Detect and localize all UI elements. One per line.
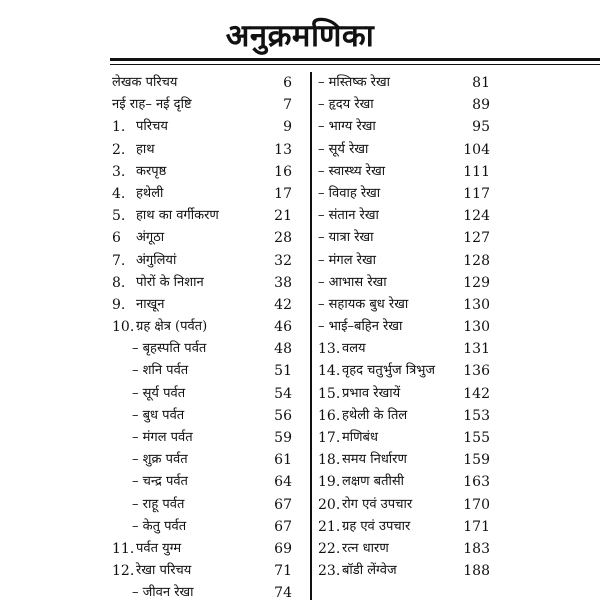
entry-title: – चन्द्र पर्वत xyxy=(132,474,188,490)
entry-number: 3. xyxy=(112,163,126,180)
toc-entry xyxy=(112,383,292,405)
toc-entry xyxy=(318,183,490,205)
entry-page-number: 163 xyxy=(463,474,490,491)
entry-number: 13. xyxy=(318,341,341,358)
entry-title: रत्न धारण xyxy=(342,540,389,556)
entry-page-number: 111 xyxy=(463,163,490,180)
toc-entry xyxy=(112,449,292,471)
entry-page-number: 89 xyxy=(472,97,490,114)
entry-page-number: 69 xyxy=(274,540,292,557)
entry-title: रोग एवं उपचार xyxy=(342,496,413,512)
toc-entry xyxy=(112,427,292,449)
toc-entry xyxy=(112,494,292,516)
toc-entry xyxy=(318,316,490,338)
entry-page-number: 67 xyxy=(274,518,292,535)
entry-title: – संतान रेखा xyxy=(318,208,379,224)
entry-page-number: 124 xyxy=(463,208,490,225)
toc-entry xyxy=(112,360,292,382)
entry-page-number: 153 xyxy=(463,407,490,424)
toc-entry xyxy=(112,227,292,249)
toc-entry xyxy=(112,582,292,604)
entry-title: समय निर्धारण xyxy=(342,452,407,468)
toc-entry xyxy=(318,449,490,471)
entry-title: वलय xyxy=(342,341,366,357)
entry-number: 10. xyxy=(112,319,135,336)
entry-title: ग्रह क्षेत्र (पर्वत) xyxy=(136,319,208,335)
entry-page-number: 54 xyxy=(274,385,292,402)
entry-page-number: 46 xyxy=(274,319,292,336)
entry-page-number: 6 xyxy=(283,75,292,91)
entry-title: – केतु पर्वत xyxy=(132,518,187,534)
toc-left-column xyxy=(112,72,292,605)
entry-number: 8. xyxy=(112,274,126,291)
toc-entry xyxy=(318,227,490,249)
entry-page-number: 95 xyxy=(472,119,490,136)
entry-page-number: 183 xyxy=(463,540,490,557)
entry-page-number: 142 xyxy=(463,385,490,402)
entry-title: लेखक परिचय xyxy=(112,75,178,90)
toc-entry xyxy=(112,94,292,116)
toc-entry xyxy=(112,516,292,538)
entry-title: – विवाह रेखा xyxy=(318,185,381,201)
entry-page-number: 67 xyxy=(274,496,292,513)
entry-number: 21. xyxy=(318,518,341,535)
entry-page-number: 21 xyxy=(274,208,292,225)
entry-page-number: 51 xyxy=(274,363,292,380)
entry-title: – राहू पर्वत xyxy=(132,496,185,512)
entry-page-number: 171 xyxy=(463,518,490,535)
entry-number: 7. xyxy=(112,252,126,269)
title-rule-thin xyxy=(110,64,600,65)
entry-title: – बृहस्पति पर्वत xyxy=(132,341,207,357)
entry-number: 9. xyxy=(112,296,126,313)
entry-number: 11. xyxy=(112,540,135,557)
entry-page-number: 28 xyxy=(274,230,292,247)
entry-title: बॉडी लेंग्वेज xyxy=(342,563,397,579)
toc-entry xyxy=(112,161,292,183)
entry-title: नाखून xyxy=(136,296,165,312)
entry-title: – मस्तिष्क रेखा xyxy=(318,75,391,90)
toc-entry xyxy=(112,560,292,582)
toc-entry xyxy=(318,161,490,183)
entry-title: – सूर्य पर्वत xyxy=(132,385,186,401)
toc-entry xyxy=(318,560,490,582)
entry-page-number: 127 xyxy=(463,230,490,247)
entry-title: करपृष्ठ xyxy=(136,163,167,179)
entry-page-number: 61 xyxy=(274,452,292,469)
entry-title: अंगुलियां xyxy=(136,252,177,268)
toc-entry xyxy=(318,494,490,516)
toc-entry xyxy=(112,183,292,205)
entry-number: 4. xyxy=(112,185,126,202)
toc-entry xyxy=(112,72,292,94)
toc-entry xyxy=(112,250,292,272)
entry-page-number: 130 xyxy=(463,296,490,313)
toc-entry xyxy=(318,383,490,405)
toc-entry xyxy=(318,471,490,493)
toc-entry xyxy=(318,139,490,161)
entry-title: – मंगल पर्वत xyxy=(132,430,193,445)
toc-entry xyxy=(112,272,292,294)
entry-title: – स्वास्थ्य रेखा xyxy=(318,163,386,179)
toc-right-column xyxy=(318,72,490,582)
entry-page-number: 170 xyxy=(463,496,490,513)
entry-page-number: 42 xyxy=(274,296,292,313)
toc-entry xyxy=(318,94,490,116)
page-title: अनुक्रमणिका xyxy=(225,18,375,54)
toc-entry xyxy=(318,427,490,449)
entry-number: 17. xyxy=(318,430,341,446)
entry-page-number: 159 xyxy=(463,452,490,469)
toc-entry xyxy=(112,338,292,360)
entry-page-number: 32 xyxy=(274,252,292,269)
entry-title: पर्वत युग्म xyxy=(136,540,182,556)
entry-page-number: 64 xyxy=(274,474,292,491)
entry-number: 14. xyxy=(318,363,341,380)
entry-page-number: 104 xyxy=(463,141,490,158)
entry-page-number: 16 xyxy=(274,163,292,180)
entry-number: 15. xyxy=(318,385,341,402)
toc-entry xyxy=(318,272,490,294)
toc-entry xyxy=(318,405,490,427)
entry-title: – जीवन रेखा xyxy=(132,585,194,601)
entry-number: 12. xyxy=(112,563,135,580)
entry-title: प्रभाव रेखायें xyxy=(342,385,401,401)
entry-number: 2. xyxy=(112,141,126,158)
entry-title: लक्षण बतीसी xyxy=(342,474,405,490)
entry-page-number: 155 xyxy=(463,430,490,446)
entry-number: 19. xyxy=(318,474,341,491)
entry-title: नई राह– नई दृष्टि xyxy=(112,97,192,113)
entry-title: अंगूठा xyxy=(136,230,165,246)
entry-title: मणिबंध xyxy=(342,430,378,445)
entry-title: – हृदय रेखा xyxy=(318,97,374,113)
entry-title: – मंगल रेखा xyxy=(318,252,376,268)
entry-title: रेखा परिचय xyxy=(136,563,192,579)
toc-entry xyxy=(112,205,292,227)
entry-page-number: 74 xyxy=(274,585,292,602)
entry-title: वृहद चतुर्भुज त्रिभुज xyxy=(342,363,436,379)
toc-entry xyxy=(318,538,490,560)
entry-page-number: 7 xyxy=(283,97,292,114)
toc-entry xyxy=(318,72,490,94)
entry-page-number: 17 xyxy=(274,185,292,202)
entry-title: हाथ का वर्गीकरण xyxy=(136,208,219,224)
toc-entry xyxy=(112,116,292,138)
entry-page-number: 131 xyxy=(463,341,490,358)
entry-page-number: 9 xyxy=(283,119,292,136)
toc-entry xyxy=(112,316,292,338)
entry-title: – आभास रेखा xyxy=(318,274,387,290)
entry-number: 16. xyxy=(318,407,341,424)
entry-title: परिचय xyxy=(136,119,168,135)
entry-page-number: 71 xyxy=(274,563,292,580)
entry-title: – भाग्य रेखा xyxy=(318,119,376,135)
entry-title: हथेली के तिल xyxy=(342,407,408,423)
toc-entry xyxy=(112,405,292,427)
entry-number: 5. xyxy=(112,208,126,225)
toc-entry xyxy=(112,471,292,493)
entry-page-number: 188 xyxy=(463,563,490,580)
entry-title: – यात्रा रेखा xyxy=(318,230,374,246)
toc-entry xyxy=(318,360,490,382)
entry-title: – शनि पर्वत xyxy=(132,363,189,379)
entry-page-number: 13 xyxy=(274,141,292,158)
entry-page-number: 56 xyxy=(274,407,292,424)
entry-page-number: 129 xyxy=(463,274,490,291)
entry-number: 6 xyxy=(112,230,121,247)
entry-title: हथेली xyxy=(136,185,164,201)
entry-number: 20. xyxy=(318,496,341,513)
toc-entry xyxy=(318,516,490,538)
toc-entry xyxy=(112,294,292,316)
entry-title: – सहायक बुध रेखा xyxy=(318,296,409,312)
entry-title: – भाई–बहिन रेखा xyxy=(318,319,403,335)
entry-title: पोरों के निशान xyxy=(136,274,204,290)
toc-entry xyxy=(318,294,490,316)
entry-page-number: 117 xyxy=(463,185,490,202)
entry-page-number: 59 xyxy=(274,430,292,446)
entry-number: 23. xyxy=(318,563,341,580)
entry-title: – शुक्र पर्वत xyxy=(132,452,188,468)
title-rule-thick xyxy=(110,58,600,61)
toc-entry xyxy=(318,338,490,360)
entry-number: 1. xyxy=(112,119,126,136)
entry-page-number: 128 xyxy=(463,252,490,269)
entry-number: 18. xyxy=(318,452,341,469)
entry-title: ग्रह एवं उपचार xyxy=(342,518,411,534)
entry-title: – बुध पर्वत xyxy=(132,407,185,423)
entry-title: – सूर्य रेखा xyxy=(318,141,369,157)
toc-entry xyxy=(112,139,292,161)
entry-page-number: 130 xyxy=(463,319,490,336)
entry-title: हाथ xyxy=(136,141,155,157)
column-divider xyxy=(310,72,312,600)
entry-page-number: 38 xyxy=(274,274,292,291)
toc-entry xyxy=(318,250,490,272)
entry-number: 22. xyxy=(318,540,341,557)
entry-page-number: 136 xyxy=(463,363,490,380)
toc-entry xyxy=(112,538,292,560)
entry-page-number: 81 xyxy=(472,75,490,91)
entry-page-number: 48 xyxy=(274,341,292,358)
toc-entry xyxy=(318,205,490,227)
toc-entry xyxy=(318,116,490,138)
